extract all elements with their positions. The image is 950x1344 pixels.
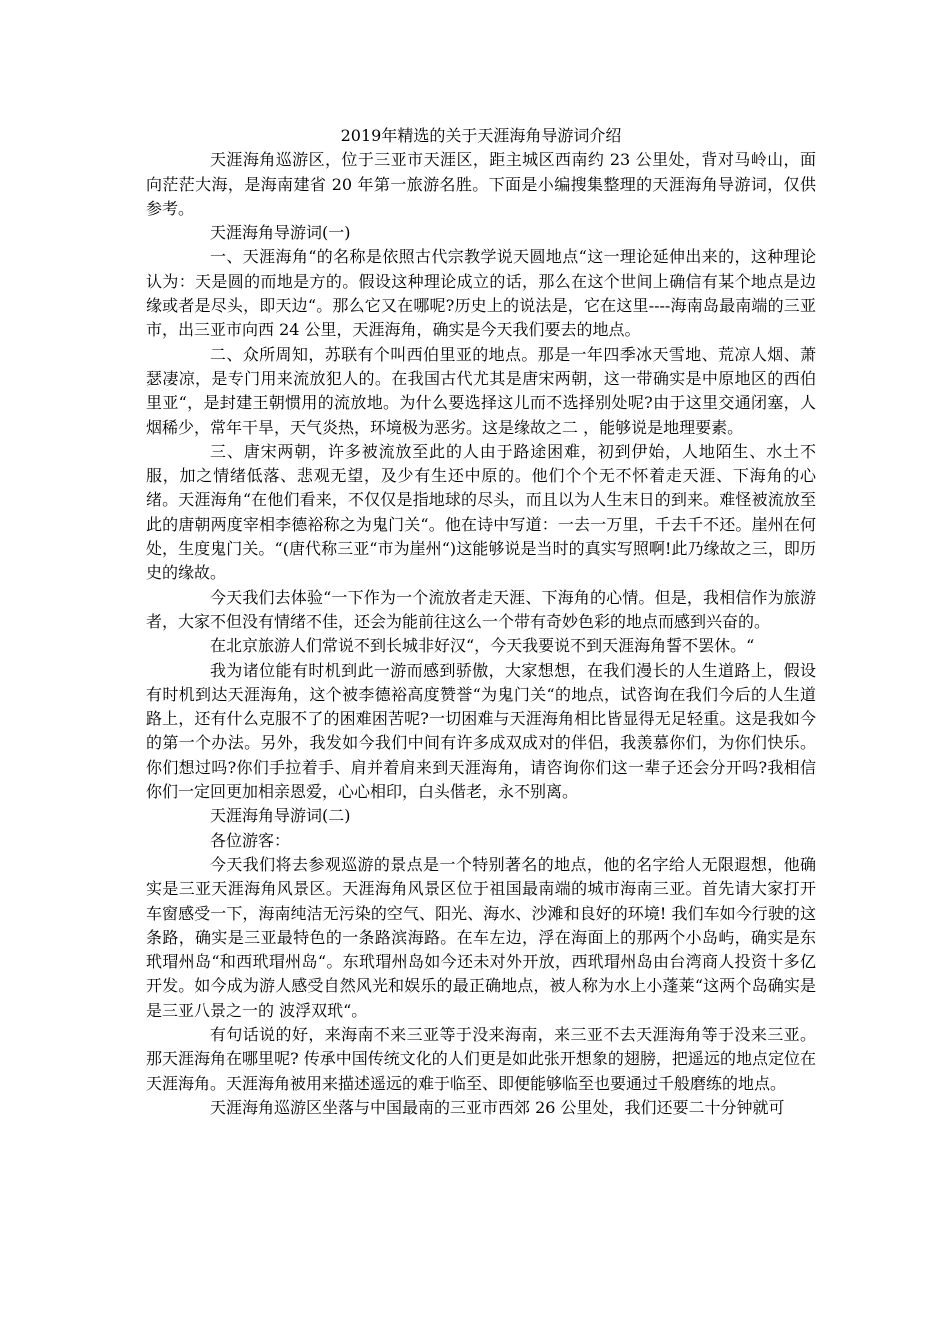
paragraph: 天涯海角巡游区坐落与中国最南的三亚市西郊 26 公里处，我们还要二十分钟就可 — [210, 1097, 785, 1117]
intro-paragraph: 天涯海角巡游区，位于三亚市天涯区，距主城区西南约 23 公里处，背对马岭山，面向茫茫大海，是海南建省 20 年第一旅游名胜。下面是小编搜集整理的天涯海角导游词，仅供参考。 — [146, 150, 816, 218]
document-page — [146, 124, 816, 1120]
paragraph: 今天我们去体验“一下作为一个流放者走天涯、下海角的心情。但是，我相信作为旅游者，大家不但没有情绪不佳，还会为能前往这么一个带有奇妙色彩的地点而感到兴奋的。 — [146, 587, 816, 631]
paragraph: 今天我们将去参观巡游的景点是一个特别著名的地点，他的名字给人无限遐想，他确实是三亚天涯海角风景区。天涯海角风景区位于祖国最南端的城市海南三亚。首先请大家打开车窗感受一下，海南纯洁无污染的空气、阳光、海水、沙滩和良好的环境! 我们车如今行驶的这条路，确实是三亚最特色的一条路滨海路。在车左边，浮在海面上的那两个小岛屿，确实是东玳瑁州岛“和西玳瑁州岛“。东玳瑁州岛如今还未对外开放，西玳瑁州岛由台湾商人投资十多亿开发。如今成为游人感受自然风光和娱乐的最正确地点，被人称为水上小蓬莱“这两个岛确实是是三亚八景之一的 波浮双玳“。 — [146, 854, 816, 1020]
paragraph: 我为诸位能有时机到此一游而感到骄傲，大家想想，在我们漫长的人生道路上，假设有时机到达天涯海角，这个被李德裕高度赞誉“为鬼门关“的地点，试咨询在我们今后的人生道路上，还有什么克服不了的困难困苦呢?一切困难与天涯海角相比皆显得无足轻重。这是我如今的第一个办法。另外，我发如今我们中间有许多成双成对的伴侣，我羡慕你们，为你们快乐。你们想过吗?你们手拉着手、肩并着肩来到天涯海角，请咨询你们这一辈子还会分开吗?我相信你们一定回更加相亲恩爱，心心相印，白头偕老，永不别离。 — [146, 660, 816, 802]
greeting-line: 各位游客： — [210, 830, 291, 850]
document-title: 2019年精选的关于天涯海角导游词介绍 — [340, 126, 622, 145]
paragraph: 一、天涯海角“的名称是依照古代宗教学说天圆地点“这一理论延伸出来的，这种理论认为：天是圆的而地是方的。假设这种理论成立的话，那么在这个世间上确信有某个地点是边缘或者是尽头，即天边“。那么它又在哪呢?历史上的说法是，它在这里----海南岛最南端的三亚市，出三亚市向西 24 公里，天涯海角，确实是今天我们要去的地点。 — [146, 247, 816, 340]
paragraph: 有句话说的好，来海南不来三亚等于没来海南，来三亚不去天涯海角等于没来三亚。那天涯海角在哪里呢? 传承中国传统文化的人们更是如此张开想象的翅膀，把遥远的地点定位在天涯海角。天涯海角被用来描述遥远的难于临至、即便能够临至也要通过千般磨练的地点。 — [146, 1024, 816, 1093]
paragraph: 三、唐宋两朝，许多被流放至此的人由于路途困难，初到伊始，人地陌生、水土不服，加之情绪低落、悲观无望，及少有生还中原的。他们个个无不怀着走天涯、下海角的心绪。天涯海角“在他们看来，不仅仅是指地球的尽头，而且以为人生末日的到来。难怪被流放至此的唐朝两度宰相李德裕称之为鬼门关“。他在诗中写道：一去一万里，千去千不还。崖州在何处，生度鬼门关。“(唐代称三亚“市为崖州“)这能够说是当时的真实写照啊!此乃缘故之三，即历史的缘故。 — [146, 441, 816, 583]
section-heading-one: 天涯海角导游词(一) — [210, 223, 351, 243]
paragraph: 二、众所周知，苏联有个叫西伯里亚的地点。那是一年四季冰天雪地、荒凉人烟、萧瑟凄凉，是专门用来流放犯人的。在我国古代尤其是唐宋两朝，这一带确实是中原地区的西伯里亚“，是封建王朝惯用的流放地。为什么要选择这儿而不选择别处呢?由于这里交通闭塞，人烟稀少，常年干旱，天气炎热，环境极为恶劣。这是缘故之二 ，能够说是地理要素。 — [146, 344, 816, 437]
section-heading-two: 天涯海角导游词(二) — [210, 806, 351, 826]
paragraph: 在北京旅游人们常说不到长城非好汉“，今天我要说不到天涯海角誓不罢休。“ — [210, 636, 755, 656]
